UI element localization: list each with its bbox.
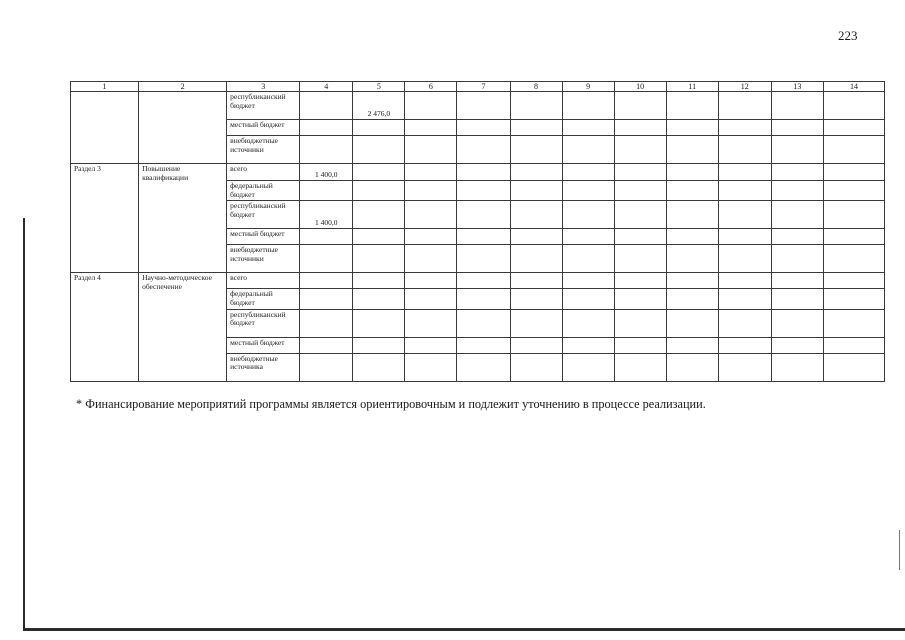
value-cell: 1 400,0 [300,164,353,181]
section-label: Раздел 3 [71,164,139,273]
page-number: 223 [838,28,858,43]
funding-source: внебюджетные источники [227,245,300,273]
header-cell: 11 [666,82,718,92]
funding-source: местный бюджет [227,120,300,136]
header-cell: 13 [771,82,823,92]
funding-source: республиканский бюджет [227,309,300,337]
header-cell: 7 [457,82,510,92]
header-row [71,82,885,92]
header-cell: 12 [718,82,771,92]
section-name-cell [139,92,227,164]
scan-edge-right [899,530,900,570]
header-cell: 9 [562,82,614,92]
header-cell: 4 [300,82,353,92]
section-label-cell [71,92,139,164]
budget-table [70,81,885,382]
scan-edge-bottom [23,628,905,631]
section-name: Повышение квалификации [139,164,227,273]
section-name: Научно-методическое обеспечение [139,273,227,381]
header-cell: 8 [510,82,562,92]
funding-source: всего [227,273,300,289]
header-cell: 3 [227,82,300,92]
header-cell: 2 [139,82,227,92]
header-cell: 1 [71,82,139,92]
header-cell: 6 [405,82,457,92]
funding-source: внебюджетные источники [227,136,300,164]
section-label: Раздел 4 [71,273,139,381]
funding-source: федеральный бюджет [227,181,300,201]
table-row [71,164,885,181]
header-cell: 14 [823,82,884,92]
value-cell: 1 400,0 [300,201,353,229]
footnote: * Финансирование мероприятий программы является ориентировочным и подлежит уточнению в процессе реализации. [76,397,706,411]
scan-edge-left [23,218,25,630]
header-cell: 10 [614,82,666,92]
table-row [71,92,885,120]
funding-source: республиканский бюджет [227,92,300,120]
funding-source: местный бюджет [227,229,300,245]
funding-source: внебюджетные источника [227,353,300,381]
funding-source: федеральный бюджет [227,289,300,309]
value-cell: 2 476,0 [353,92,405,120]
funding-source: республиканский бюджет [227,201,300,229]
header-cell: 5 [353,82,405,92]
table-row [71,273,885,289]
funding-source: всего [227,164,300,181]
funding-source: местный бюджет [227,337,300,353]
